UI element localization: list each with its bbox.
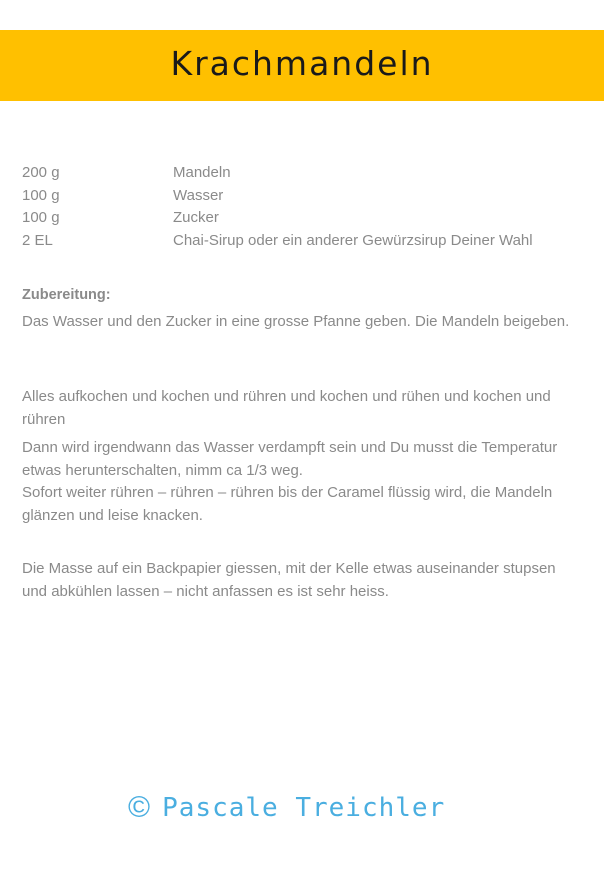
- ingredient-row: [22, 162, 597, 185]
- ingredient-quantity: 200 g: [22, 164, 60, 181]
- preparation-heading: Zubereitung:: [22, 287, 111, 303]
- ingredient-quantity: 100 g: [22, 186, 60, 204]
- ingredient-name: Wasser: [173, 186, 224, 204]
- copyright-icon: ©: [128, 791, 151, 824]
- ingredient-row: [22, 230, 597, 253]
- preparation-step: Sofort weiter rühren – rühren – rühren bis der Caramel flüssig wird, die Mandeln glänzen und leise knacken.: [22, 484, 553, 524]
- author-name: Pascale Treichler: [162, 793, 446, 823]
- ingredient-row: [22, 207, 597, 230]
- ingredient-quantity: 100 g: [22, 209, 60, 226]
- preparation-step: Alles aufkochen und kochen und rühren und kochen und rühen und kochen und rühren: [22, 388, 551, 428]
- ingredient-name: Chai-Sirup oder ein anderer Gewürzsirup Deiner Wahl: [173, 231, 533, 249]
- preparation-step-group: [22, 437, 582, 527]
- recipe-title: Krachmandeln: [170, 44, 434, 83]
- ingredient-quantity: 2 EL: [22, 231, 53, 249]
- copyright-footer: [128, 788, 445, 828]
- preparation-step: Die Masse auf ein Backpapier giessen, mit der Kelle etwas auseinander stupsen und abkühlen lassen – nicht anfassen es ist sehr heiss.: [22, 560, 556, 600]
- ingredient-row: [22, 185, 597, 208]
- ingredient-name: Mandeln: [173, 164, 231, 181]
- preparation-step: Dann wird irgendwann das Wasser verdampft sein und Du musst die Temperatur etwas herunterschalten, nimm ca 1/3 weg.: [22, 439, 558, 479]
- ingredient-name: Zucker: [173, 209, 219, 226]
- ingredient-list: [22, 162, 597, 252]
- preparation-step: Das Wasser und den Zucker in eine grosse Pfanne geben. Die Mandeln beigeben.: [22, 313, 570, 330]
